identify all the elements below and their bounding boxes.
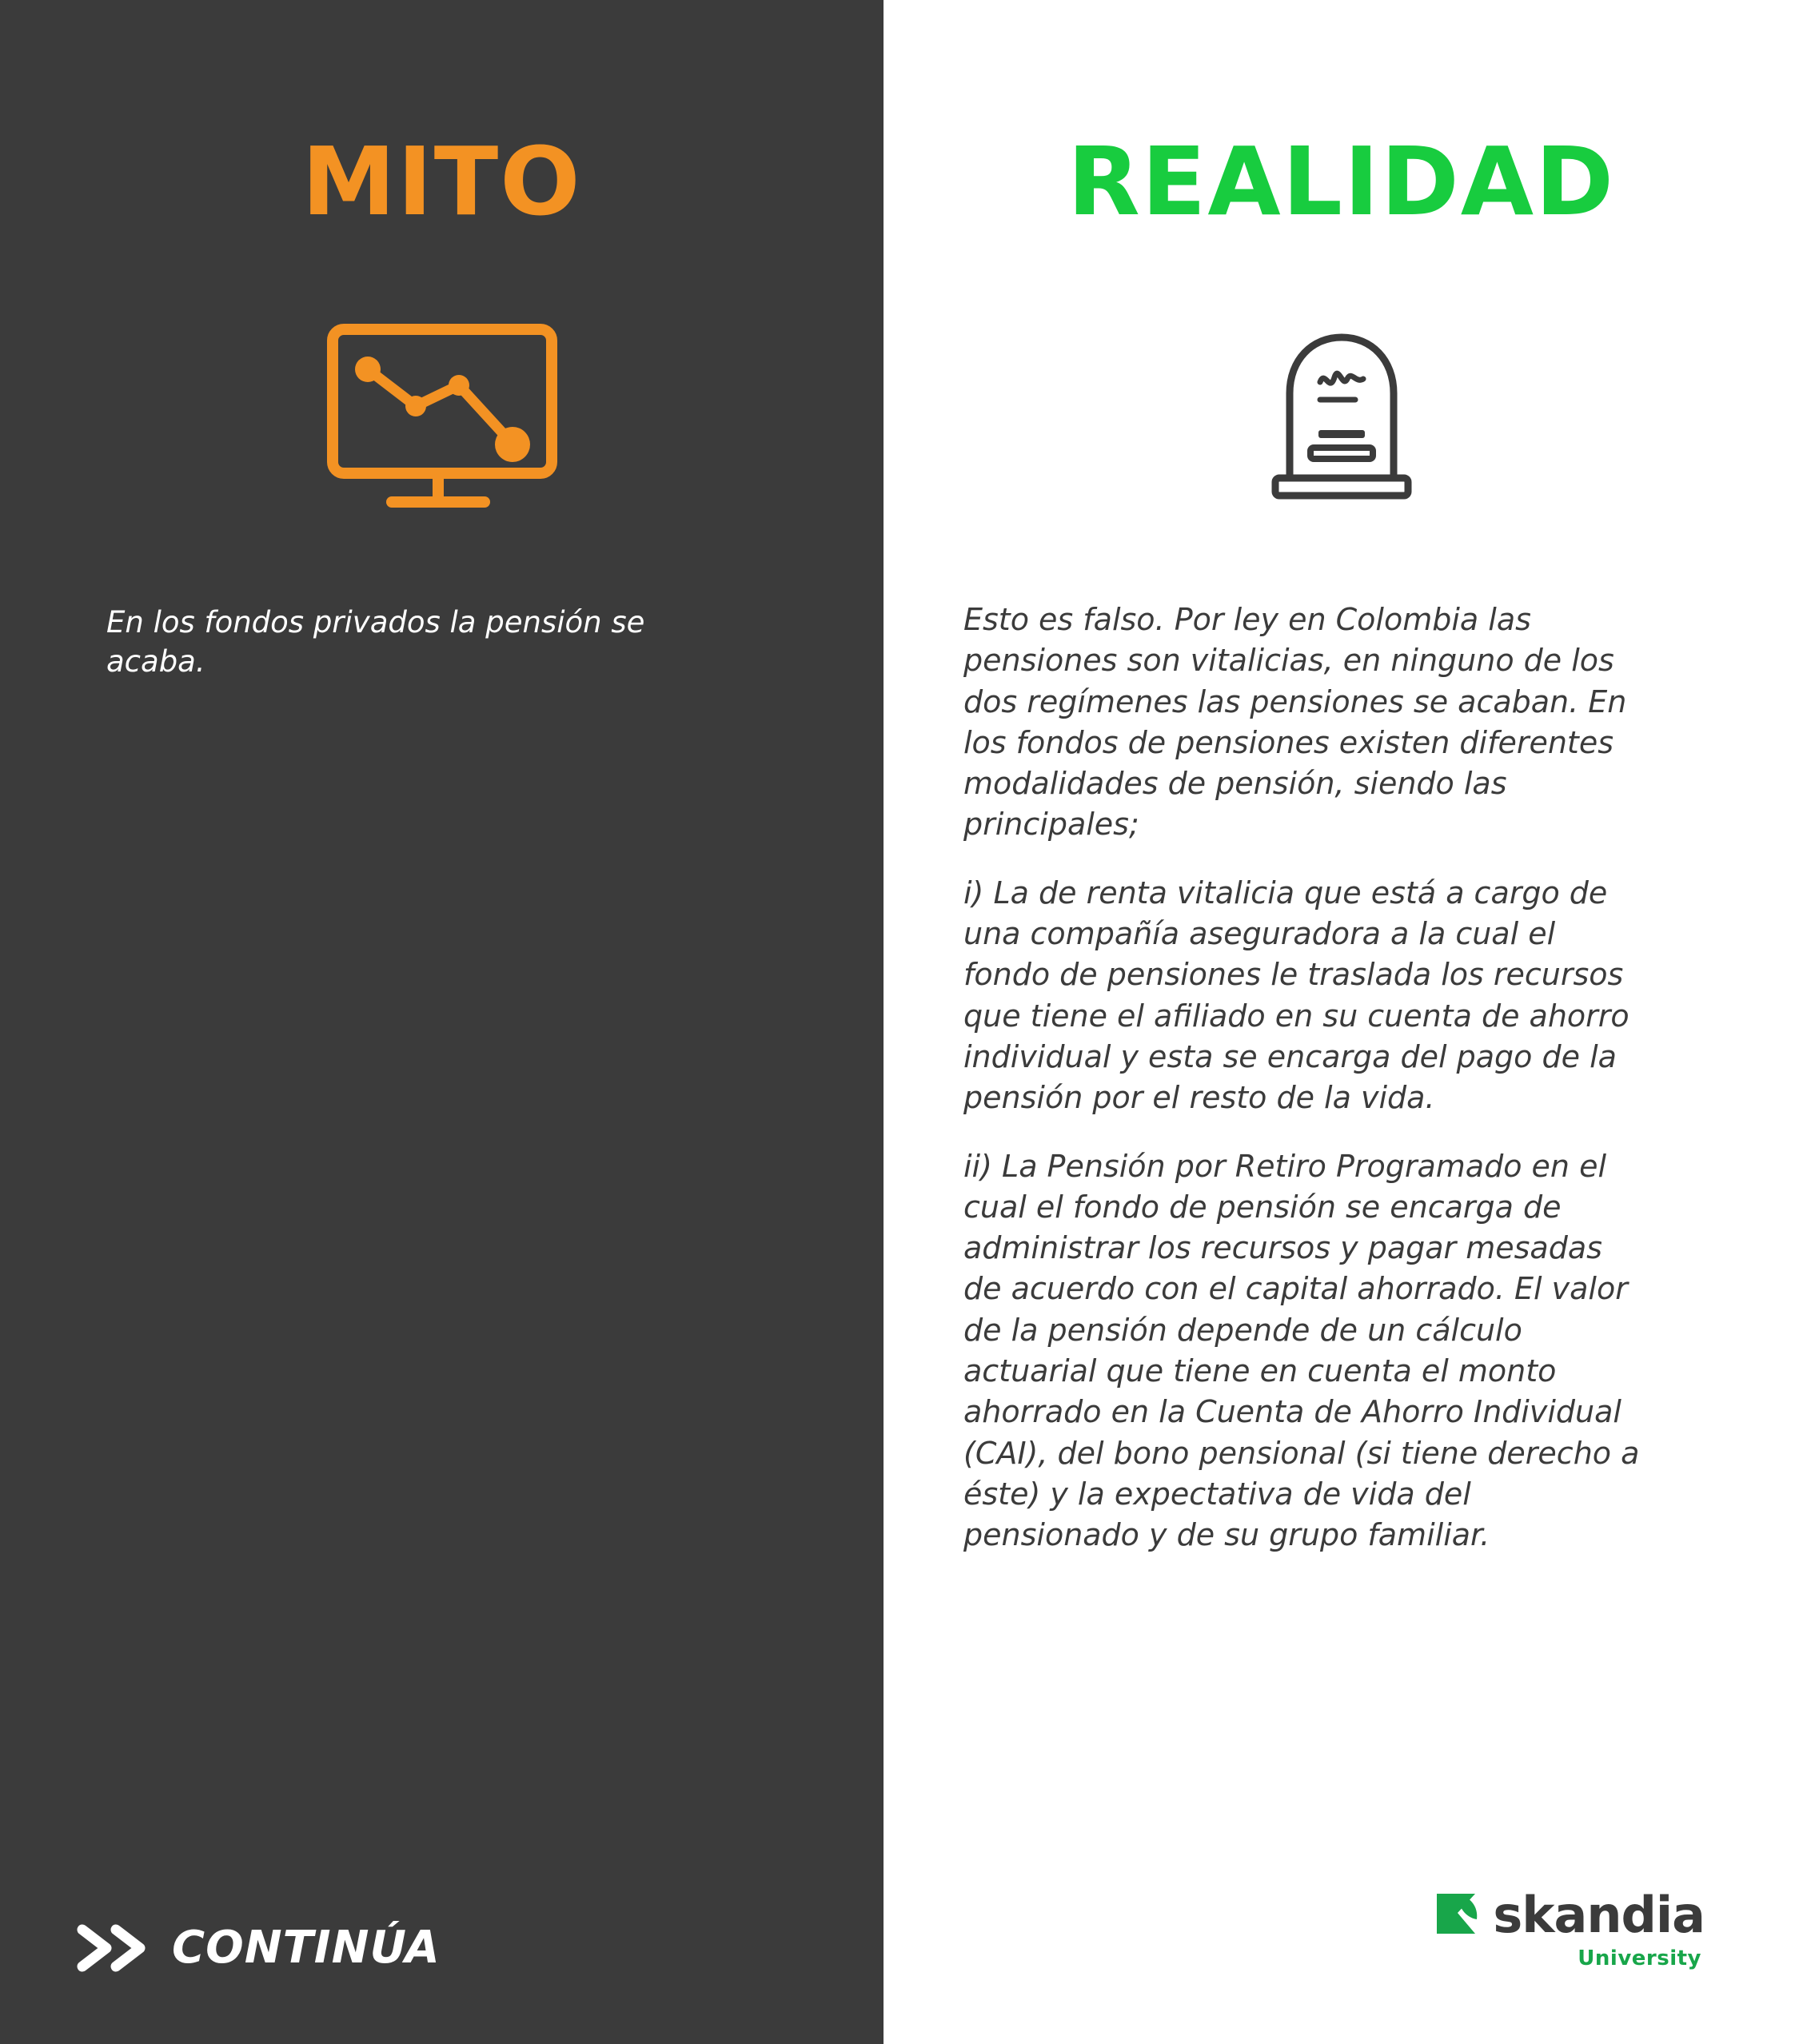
reality-paragraph-1: Esto es falso. Por ley en Colombia las pensiones son vitalicias, en ninguno de los dos regímenes las pensiones se acaban. En los fondos de pensiones existen diferentes modalidades de pensión, siendo las principales; [963, 602, 1627, 843]
reality-paragraph-2: i) La de renta vitalicia que está a cargo de una compañía aseguradora a la cual el fondo de pensiones le traslada los recursos que tiene el afiliado en su cuenta de ahorro individual y esta se encarga del pago de la pensión por el resto de la vida. [963, 875, 1629, 1116]
declining-chart-monitor-icon [0, 320, 884, 520]
myth-panel [0, 0, 884, 2044]
continue-label: CONTINÚA [172, 1922, 441, 1974]
myth-body: En los fondos privados la pensión se acaba. [106, 605, 645, 679]
brand-name: skandia [1493, 1886, 1705, 1944]
brand-logo [1434, 1886, 1705, 1970]
tombstone-icon [884, 320, 1799, 504]
double-chevron-right-icon [76, 1923, 150, 1973]
skandia-leaf-mark [1434, 1889, 1483, 1942]
myth-title: MITO [301, 126, 582, 237]
reality-panel [884, 0, 1799, 2044]
reality-title: REALIDAD [1067, 126, 1616, 237]
brand-subtitle: University [1578, 1946, 1701, 1970]
reality-body [963, 600, 1643, 1556]
continue-footer[interactable] [76, 1922, 441, 1974]
reality-paragraph-3: ii) La Pensión por Retiro Programado en el cual el fondo de pensión se encarga de administrar los recursos y pagar mesadas de acuerdo con el capital ahorrado. El valor de la pensión depende de un cálculo actuarial que tiene en cuenta el monto ahorrado en la Cuenta de Ahorro Individual (CAI), del bono pensional (si tiene derecho a éste) y la expectativa de vida del pensionado y de su grupo familiar. [963, 1148, 1640, 1553]
